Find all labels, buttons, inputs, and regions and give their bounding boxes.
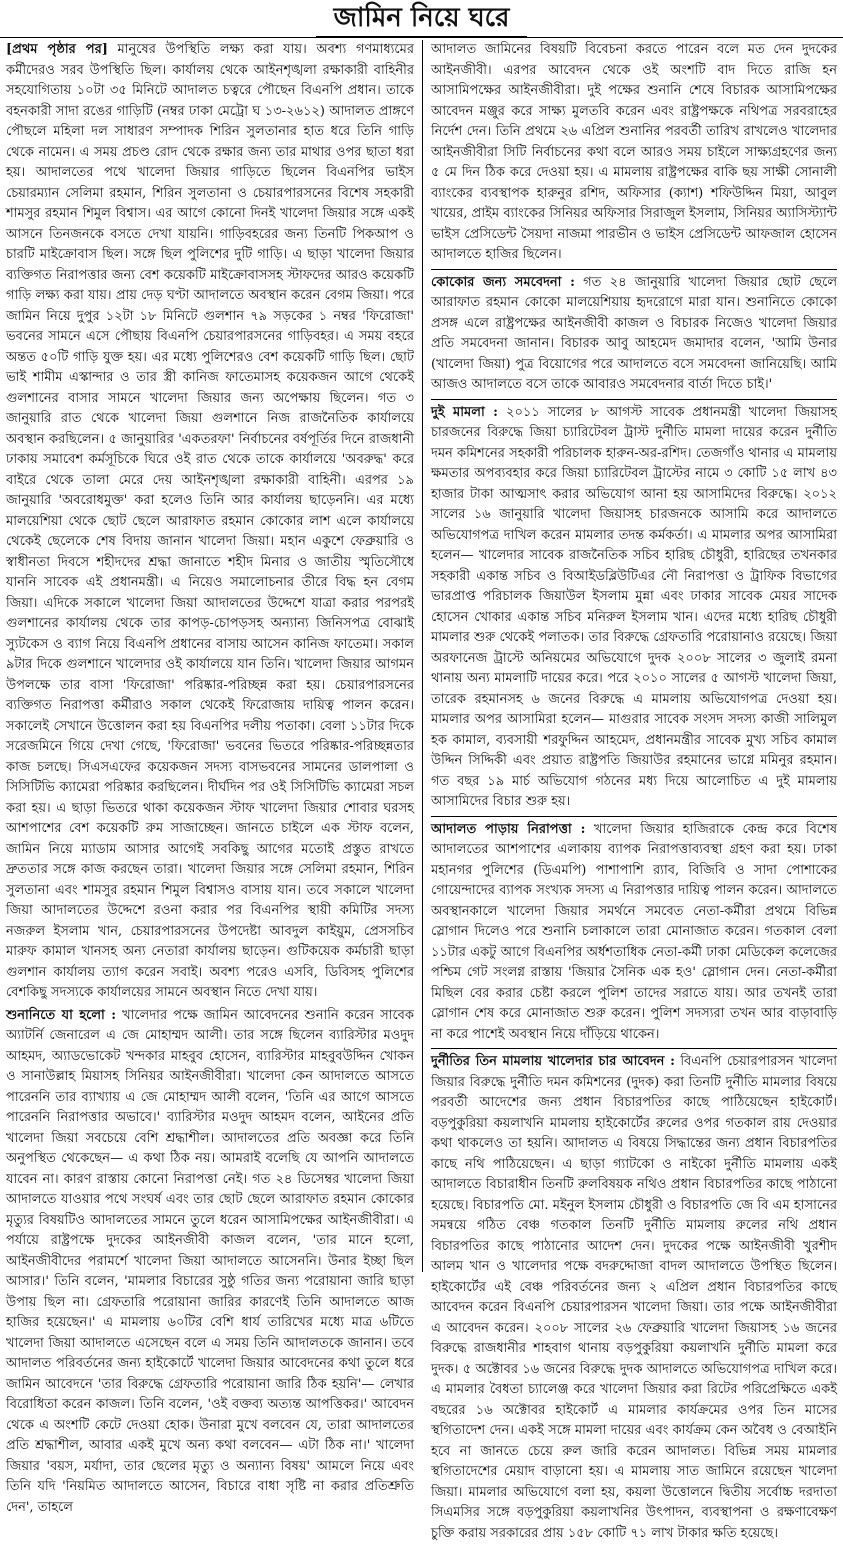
paragraph-text: আদালত জামিনের বিষয়টি বিবেচনা করতে পারেন বলে মত দেন দুদকের আইনজীবী। এরপর আবেদন থেকে ওই অংশটি বাদ দিতে রাজি হন আসামিপক্ষের আইনজীবীরা। দুই পক্ষের শুনানি শেষে বিচারক আসামিপক্ষের আবেদন মঞ্জুর করে সাক্ষ্য মুলতবি করেন এবং রাষ্ট্রপক্ষকে নথিপত্র সরবরাহের নির্দেশ দেন। তিনি প্রথমে ২৬ এপ্রিল শুনানির পরবর্তী তারিখ রাখলেও খালেদার আইনজীবীরা সিটি নির্বাচনের কথা বলে আরও সময় চাইলে সাক্ষ্যগ্রহণের জন্য ৫ মে দিন ঠিক করে দেওয়া হয়। এ মামলায় রাষ্ট্রপক্ষের বাকি ছয় সাক্ষী সোনালী ব্যাংকের ব্যবস্থাপক হারুনুর রশিদ, অফিসার (ক্যাশ) শফিউদ্দিন মিয়া, আবুল খায়ের, প্রাইম ব্যাংকের সিনিয়র অফিসার সিরাজুল ইসলাম, সিনিয়র অ্যাসিস্ট্যান্ট ভাইস প্রেসিডেন্ট সৈয়দা নাজমা পারভীন ও ভাইস প্রেসিডেন্ট আফজাল হোসেন আদালতে হাজির ছিলেন। bbox=[431, 42, 837, 262]
left-paragraph-2 bbox=[6, 1006, 414, 1519]
paragraph-text: খালেদার পক্ষে জামিন আবেদনের শুনানি করেন সাবেক অ্যাটর্নি জেনারেল এ জে মোহাম্মদ আলী। তার সঙ্গে ছিলেন ব্যারিস্টার মওদুদ আহমদ, অ্যাডভোকেট খন্দকার মাহবুব হোসেন, ব্যারিস্টার মাহবুবউদ্দিন খোকন ও সানাউল্লাহ মিয়াসহ সিনিয়র আইনজীবীরা। খালেদা কেন আদালতে আসতে পারেননি তার ব্যাখ্যায় এ জে মোহাম্মদ আলী বলেন, 'তিনি এর আগে আসতে পারেননি নিরাপত্তার অভাবে।' ব্যারিস্টার মওদুদ আহমদ বলেন, আইনের প্রতি খালেদা জিয়া সবচেয়ে বেশি শ্রদ্ধাশীল। আদালতের প্রতি অবজ্ঞা করে তিনি অনুপস্থিত থেকেছেন— এ কথা ঠিক নয়। আমরাই বলেছি যে আপনি আদালতে যাবেন না। কারণ রাস্তায় কোনো নিরাপত্তা নেই। গত ২৪ ডিসেম্বর খালেদা জিয়া আদালতে যাওয়ার পথে সংঘর্ষ এবং তার ছোট ছেলে আরাফাত রহমান কোকোর মৃত্যুর বিষয়টিও আদালতের সামনে তুলে ধরেন আসামিপক্ষের আইনজীবীরা। এ পর্যায়ে রাষ্ট্রপক্ষে দুদকের আইনজীবী কাজল বলেন, 'তার মানে হলো, আইনজীবীদের পরামর্শে খালেদা জিয়া আদালতে আসেননি। উনার ইচ্ছা ছিল আসার।' তিনি বলেন, 'মামলার বিচারের সুষ্ঠু গতির জন্য পরোয়ানা জারি ছাড়া উপায় ছিল না। গ্রেফতারি পরোয়ানা জারির কারণেই তিনি আদালতে আজ হাজির হয়েছেন।' এ মামলায় ৬০টির বেশি ধার্য তারিখের মধ্যে মাত্র ৬টিতে খালেদা জিয়া আদালতে এসেছেন বলে এ সময় তিনি আদালতকে জানান। তবে আদালত পরিবর্তনের জন্য হাইকোর্টে খালেদা জিয়ার আবেদনের কথা তুলে ধরে জামিন আবেদনে 'তার বিরুদ্ধে গ্রেফতারি পরোয়ানা জারি ঠিক হয়নি'— লেখার বিরোধিতা করেন কাজল। তিনি বলেন, 'ওই বক্তব্য অত্যন্ত আপত্তিকর।' আবেদন থেকে এ অংশটি কেটে দেওয়া হোক। উনারা মুখে বলবেন যে, তারা আদালতের প্রতি শ্রদ্ধাশীল, আবার একই মুখে অন্য কথা বলবেন— এটা ঠিক না।' খালেদা জিয়ার 'বয়স, মর্যাদা, তার ছেলের মৃত্যু ও অন্যান্য বিষয়' আমলে নিয়ে এবং তিনি যদি 'নিয়মিত আদালতে আসেন, বিচারে বাধা সৃষ্টি না করার প্রতিশ্রুতি দেন', তাহলে bbox=[6, 1007, 414, 1515]
header-rule bbox=[0, 37, 843, 38]
left-column bbox=[6, 40, 414, 1515]
right-paragraph-2 bbox=[431, 273, 837, 396]
right-paragraph-4 bbox=[431, 820, 837, 1046]
right-paragraph-3 bbox=[431, 403, 837, 813]
paragraph-lead: শুনানিতে যা হলো : bbox=[6, 1007, 117, 1023]
headline: জামিন নিয়ে ঘরে bbox=[316, 2, 528, 38]
paragraph-text: খালেদা জিয়ার হাজিরাকে কেন্দ্র করে বিশেষ আদালতের আশপাশের এলাকায় ব্যাপক নিরাপত্তাব্যবস্থা গ্রহণ করা হয়। ঢাকা মহানগর পুলিশের (ডিএমপি) পাশাপাশি র‍্যাব, বিজিবি ও সাদা পোশাকের গোয়েন্দাদের ব্যাপক সংখ্যক সদস্য এ নিরাপত্তার দায়িত্ব পালন করেন। আদালতে অবস্থানকালে খালেদা জিয়ার সমর্থনে সমবেত নেতা-কর্মীরা প্রথমে বিভিন্ন স্লোগান দিলেও পরে শুনানি চলাকালে তারা মোনাজাত করেন। গতকাল বেলা ১১টার একটু আগে বিএনপির অর্ধশতাধিক নেতা-কর্মী ঢাকা মেডিকেল কলেজের পশ্চিম গেট সংলগ্ন রাস্তায় 'জিয়ার সৈনিক এক হও' স্লোগান দেন। নেতা-কর্মীরা মিছিল বের করার চেষ্টা করলে পুলিশ তাদের সরাতে যায়। আর তখনই তারা স্লোগান শেষ করে মোনাজাত শুরু করেন। পুলিশ সদস্যরা তখন আর বাড়াবাড়ি না করে পাশেই অবস্থান নিয়ে দাঁড়িয়ে থাকেন। bbox=[431, 821, 837, 1042]
right-column bbox=[431, 40, 837, 1541]
paragraph-text: মানুষের উপস্থিতি লক্ষ্য করা যায়। অবশ্য গণমাধ্যমের কর্মীদেরও সরব উপস্থিতি ছিল। কার্যালয় থেকে আইনশৃঙ্খলা রক্ষাকারী বাহিনীর সহযোগিতায় ১০টা ৩৫ মিনিটে আদালত চত্বরে পৌছেন বিএনপি প্রধান। তাকে বহনকারী সাদা রঙের গাড়িটি (নম্বর ঢাকা মেট্রো ঘ ১৩-২৬১২) আদালত প্রাঙ্গণে পৌছলে মহিলা দল সাধারণ সম্পাদক শিরিন সুলতানার হাত ধরে তিনি গাড়ি থেকে নামেন। এ সময় প্রচণ্ড রোদ থেকে রক্ষার জন্য তার মাথার ওপর ছাতা ধরা হয়। আদালতের পথে খালেদা জিয়ার গাড়িতে ছিলেন বিএনপির ভাইস চেয়ারম্যান সেলিমা রহমান, শিরিন সুলতানা ও চেয়ারপারসনের বিশেষ সহকারী শামসুর রহমান শিমুল বিশ্বাস। এর আগে কোনো দিনই খালেদা জিয়ার সঙ্গে একই আসনে তিনজনকে বসতে দেখা যায়নি। গাড়িবহরের জন্য তিনটি পিকআপ ও চারটি মাইক্রোবাস ছিল। সঙ্গে ছিল পুলিশের দুটি গাড়ি। এ ছাড়া খালেদা জিয়ার ব্যক্তিগত নিরাপত্তার জন্য বেশ কয়েকটি মাইক্রোবাসসহ স্টাফদের আরও কয়েকটি গাড়ি লক্ষ্য করা যায়। প্রায় দেড় ঘণ্টা আদালতে অবস্থান করেন বেগম জিয়া। পরে জামিন নিয়ে দুপুর ১২টা ১৮ মিনিটে গুলশান ৭৯ সড়কের ১ নম্বর 'ফিরোজা' ভবনের সামনে এসে পৌছায় বিএনপি চেয়ারপারসনের গাড়িবহর। এ সময় বহরে অন্তত ৫০টি গাড়ি যুক্ত হয়। এর মধ্যে পুলিশেরও বেশ কয়েকটি গাড়ি ছিল। ছোট ভাই শামীম এস্কান্দার ও তার স্ত্রী কানিজ ফাতেমাসহ কয়েকজন আগে থেকেই গুলশানের বাসার সামনে খালেদা জিয়ার জন্য অপেক্ষায় ছিলেন। গত ৩ জানুয়ারি রাত থেকে খালেদা জিয়া গুলশানে নিজ রাজনৈতিক কার্যালয়ে অবস্থান করছিলেন। ৫ জানুয়ারির 'একতরফা' নির্বাচনের বর্ষপূর্তির দিনে রাজধানী ঢাকায় সমাবেশ কর্মসূচিকে ঘিরে ওই রাত থেকে তাকে কার্যালয়ে 'অবরুদ্ধ' করে বাইরে থেকে তালা মেরে দেয় আইনশৃঙ্খলা রক্ষাকারী বাহিনী। এরপর ১৯ জানুয়ারি 'অবরোধমুক্ত' করা হলেও তিনি আর কার্যালয় ছাড়েননি। এর মধ্যে মালয়েশিয়া থেকে ছোট ছেলে আরাফাত রহমান কোকোর লাশ এলে কার্যালয়ে থেকেই ছেলেকে শেষ বিদায় জানান খালেদা জিয়া। মহান একুশে ফেব্রুয়ারি ও স্বাধীনতা দিবসে শহীদদের শ্রদ্ধা জানাতে শহীদ মিনার ও জাতীয় স্মৃতিসৌধে যাননি সাবেক এই প্রধানমন্ত্রী। এ নিয়েও সমালোচনার তীরে বিদ্ধ হন বেগম জিয়া। এদিকে সকালে খালেদা জিয়া আদালতের উদ্দেশে যাত্রা করার পরপরই গুলশানের কার্যালয় থেকে তার কাপড়-চোপড়সহ অন্যান্য জিনিসপত্র বোঝাই স্যুটকেস ও ব্যাগ নিয়ে বিএনপি প্রধানের বাসায় আসেন কানিজ ফাতেমা। সকাল ৯টার দিকে গুলশানে খালেদার ওই কার্যালয়ে যান তিনি। খালেদা জিয়ার আগমন উপলক্ষে তার বাসা 'ফিরোজা' পরিষ্কার-পরিচ্ছন্ন করা হয়। চেয়ারপারসনের ব্যক্তিগত নিরাপত্তা কর্মীরাও সকাল থেকেই ফিরোজায় দায়িত্ব পালন করেন। সকালেই সেখানে উত্তোলন করা হয় বিএনপির দলীয় পতাকা। বেলা ১১টার দিকে সরেজমিনে গিয়ে দেখা গেছে, 'ফিরোজা' ভবনের ভিতরে পরিষ্কার-পরিচ্ছন্নতার কাজ চলছে। সিএসএফের কয়েকজন সদস্য বাসভবনের সামনের ডালপালা ও সিসিটিভি ক্যামেরা পরিষ্কার করছিলেন। দীর্ঘদিন পর ওই সিসিটিভি ক্যামেরা সচল করা হয়। এ ছাড়া ভিতরে থাকা কয়েকজন স্টাফ খালেদা জিয়ার শোবার ঘরসহ আশপাশের বেশ কয়েকটি রুম সাজাচ্ছেন। জানতে চাইলে এক স্টাফ বলেন, জামিন নিয়ে ম্যাডাম আসার আগেই সবকিছু আগের মতোই প্রস্তুত রাখতে দ্রুততার সঙ্গে কাজ করছেন তারা। খালেদা জিয়ার সঙ্গে সেলিমা রহমান, শিরিন সুলতানা এবং শামসুর রহমান শিমুল বিশ্বাসও বাসায় যান। তবে সকালে খালেদা জিয়া আদালতের উদ্দেশে রওনা করার পর বিএনপির স্থায়ী কমিটির সদস্য নজরুল ইসলাম খান, চেয়ারপারসনের উপদেষ্টা আবদুল কাইয়ুম, প্রেসসচিব মারুফ কামাল খানসহ অন্য নেতারা কার্যালয় ছাড়েন। গুটিকয়েক কর্মচারী ছাড়া গুলশান কার্যালয় ত্যাগ করেন সবাই। অবশ্য পরেও এসবি, ডিবিসহ পুলিশের বেশকিছু সদস্যকে কার্যালয়ের সামনে অবস্থান নিতে দেখা যায়। bbox=[6, 42, 414, 1000]
section-separator bbox=[431, 816, 837, 817]
paragraph-lead: আদালত পাড়ায় নিরাপত্তা : bbox=[431, 821, 586, 837]
paragraph-text: ২০১১ সালের ৮ আগস্ট সাবেক প্রধানমন্ত্রী খালেদা জিয়াসহ চারজনের বিরুদ্ধে জিয়া চ্যারিটেবল ট্রাস্ট দুর্নীতি মামলা দায়ের করেন দুর্নীতি দমন কমিশনের সহকারী পরিচালক হারুন-অর-রশিদ। তেজগাঁও থানার এ মামলায় ক্ষমতার অপব্যবহার করে জিয়া চ্যারিটেবল ট্রাস্টের নামে ৩ কোটি ১৫ লাখ ৪৩ হাজার টাকা আত্মসাৎ করার অভিযোগ আনা হয় আসামিদের বিরুদ্ধে। ২০১২ সালের ১৬ জানুয়ারি খালেদা জিয়াসহ চারজনকে আসামি করে আদালতে অভিযোগপত্র দাখিল করেন মামলার তদন্ত কর্মকর্তা। এ মামলার অপর আসামিরা হলেন— খালেদার সাবেক রাজনৈতিক সচিব হারিছ চৌধুরী, হারিছের তখনকার সহকারী একান্ত সচিব ও বিআইডব্লিউটিএর নৌ নিরাপত্তা ও ট্রাফিক বিভাগের ভারপ্রাপ্ত পরিচালক জিয়াউল ইসলাম মুন্না এবং ঢাকার সাবেক মেয়র সাদেক হোসেন খোকার একান্ত সচিব মনিরুল ইসলাম খান। এদের মধ্যে হারিছ চৌধুরী মামলার শুরু থেকেই পলাতক। তার বিরুদ্ধে গ্রেফতারি পরোয়ানাও রয়েছে। জিয়া অরফানেজ ট্রাস্টে অনিয়মের অভিযোগে দুদক ২০০৮ সালের ৩ জুলাই রমনা থানায় অন্য মামলাটি দায়ের করে। পরে ২০১০ সালের ৫ আগস্ট খালেদা জিয়া, তারেক রহমানসহ ৬ জনের বিরুদ্ধে এ মামলায় অভিযোগপত্র দেওয়া হয়। মামলার অপর আসামিরা হলেন— মাগুরার সাবেক সংসদ সদস্য কাজী সালিমুল হক কামাল, ব্যবসায়ী শরফুদ্দিন আহমেদ, প্রধানমন্ত্রীর সাবেক মুখ্য সচিব কামাল উদ্দিন সিদ্দিকী এবং প্রয়াত রাষ্ট্রপতি জিয়াউর রহমানের ভাগ্নে মমিনুর রহমান। গত বছর ১৯ মার্চ অভিযোগ গঠনের মধ্য দিয়ে আলোচিত এ দুই মামলায় আসামিদের বিচার শুরু হয়। bbox=[431, 404, 837, 809]
paragraph-text: গত ২৪ জানুয়ারি খালেদা জিয়ার ছোট ছেলে আরাফাত রহমান কোকো মালয়েশিয়ায় হৃদরোগে মারা যান। শুনানিতে কোকো প্রসঙ্গ এলে রাষ্ট্রপক্ষের আইনজীবী কাজল ও বিচারক নিজেও খালেদা জিয়ার প্রতি সমবেদনা জানান। বিচারক আবু আহমেদ জমাদার বলেন, 'আমি উনার (খালেদা জিয়া) পুত্র বিয়োগের পরে আদালতে বসে সমবেদনা জানিয়েছি। আমি আজও আদালতে বসে তাকে আবারও সমবেদনার বার্তা দিতে চাই।' bbox=[431, 274, 837, 392]
paragraph-lead: দুর্নীতির তিন মামলায় খালেদার চার আবেদন : bbox=[431, 1054, 675, 1069]
section-separator bbox=[431, 399, 837, 400]
paragraph-text: বিএনপি চেয়ারপারসন খালেদা জিয়ার বিরুদ্ধে দুর্নীতি দমন কমিশনের (দুদক) করা তিনটি দুর্নীতি মামলার বিষয়ে পরবর্তী আদেশের জন্য প্রধান বিচারপতির কাছে পাঠিয়েছেন হাইকোর্ট। বড়পুকুরিয়া কয়লাখনি মামলায় হাইকোর্টের রুলের ওপর গতকাল রায় দেওয়ার কথা থাকলেও তা হয়নি। আদালত এ বিষয়ে সিদ্ধান্তের জন্য প্রধান বিচারপতির কাছে নথি পাঠিয়েছেন। এ ছাড়া গ্যাটকো ও নাইকো দুর্নীতি মামলায় একই আদালতে বিচারাধীন তিনটি রুলবিষয়ক নথিও প্রধান বিচারপতির কাছে পাঠানো হয়েছে। বিচারপতি মো. মইনুল ইসলাম চৌধুরী ও বিচারপতি জে বি এম হাসানের সমন্বয়ে গঠিত বেঞ্চ গতকাল তিনটি দুর্নীতি মামলায় রুলের নথি প্রধান বিচারপতির কাছে পাঠানোর আদেশ দেন। দুদকের পক্ষে আইনজীবী খুরশীদ আলম খান ও খালেদার পক্ষে বদরুদ্দোজা বাদল আদালতে উপস্থিত ছিলেন। হাইকোর্টের এই বেঞ্চ পরিবর্তনের জন্য ২ এপ্রিল প্রধান বিচারপতির কাছে আবেদন করেন বিএনপি চেয়ারপারসন খালেদা জিয়া। তার পক্ষে আইনজীবীরা এ আবেদন করেন। ২০০৮ সালের ২৬ ফেব্রুয়ারি খালেদা জিয়াসহ ১৬ জনের বিরুদ্ধে রাজধানীর শাহবাগ থানায় বড়পুকুরিয়া কয়লাখনি দুর্নীতি মামলা করে দুদক। ৫ অক্টোবর ১৬ জনের বিরুদ্ধে দুদক আদালতে অভিযোগপত্র দাখিল করে। এ মামলার বৈধতা চ্যালেঞ্জ করে খালেদা জিয়ার করা রিটের পরিপ্রেক্ষিতে একই বছরের ১৬ অক্টোবর হাইকোর্ট এ মামলার কার্যক্রমের ওপর তিন মাসের স্থগিতাদেশ দেন। একই সঙ্গে মামলা দায়ের এবং কার্যক্রম কেন অবৈধ ও বেআইনি হবে না জানতে চেয়ে রুল জারি করেন আদালত। বিভিন্ন সময় মামলার স্থগিতাদেশের মেয়াদ বাড়ানো হয়। এ মামলায় সাত জামিনে রয়েছেন খালেদা জিয়া। মামলার অভিযোগে বলা হয়, কয়লা উত্তোলনে দ্বিতীয় সর্বোচ্চ দরদাতা সিএমসির সঙ্গে বড়পুকুরিয়া কয়লাখনির উৎপাদন, ব্যবস্থাপনা ও রক্ষণাবেক্ষণ চুক্তি করায় সরকারের প্রায় ১৫৮ কোটি ৭১ লাখ টাকার ক্ষতি হয়েছে। bbox=[431, 1054, 837, 1541]
paragraph-lead: দুই মামলা : bbox=[431, 404, 498, 420]
column-divider bbox=[422, 40, 423, 1272]
section-separator bbox=[431, 269, 837, 270]
headline-container bbox=[0, 0, 843, 40]
section-separator bbox=[431, 1048, 837, 1049]
right-paragraph-1 bbox=[431, 40, 837, 266]
paragraph-lead: [প্রথম পৃষ্ঠার পর] bbox=[6, 42, 108, 57]
right-paragraph-5 bbox=[431, 1052, 837, 1544]
left-paragraph-1 bbox=[6, 40, 414, 1004]
paragraph-lead: কোকোর জন্য সমবেদনা : bbox=[431, 274, 575, 290]
